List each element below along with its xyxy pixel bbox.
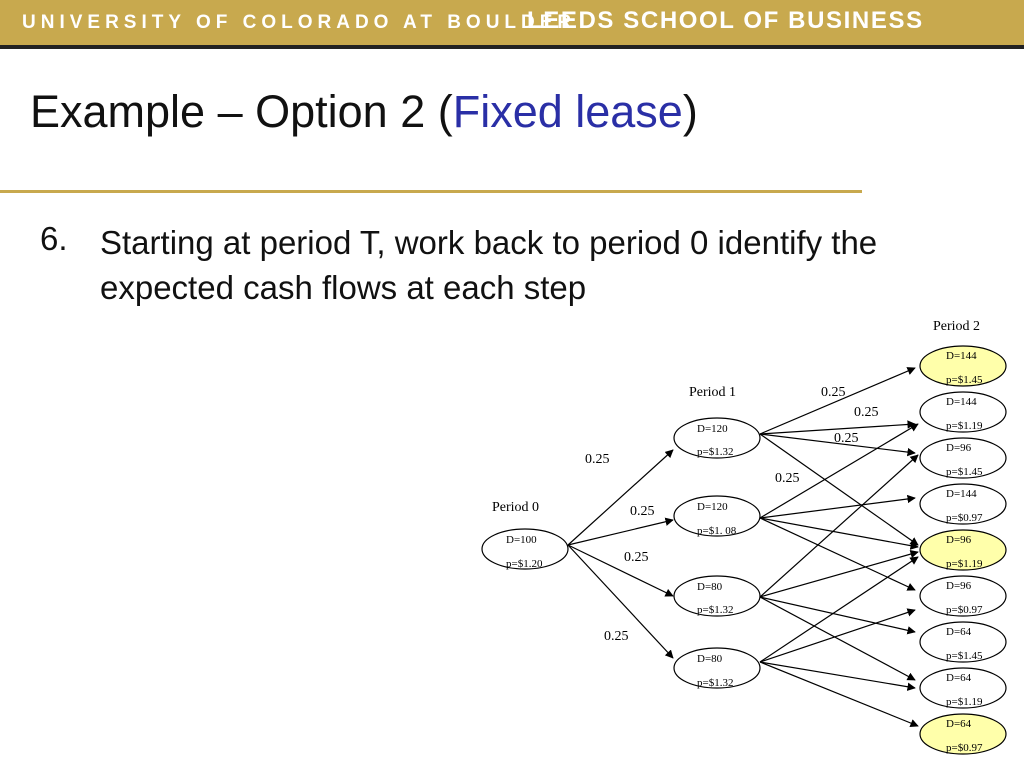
node-period1-2	[674, 496, 760, 537]
node-period1-1	[674, 418, 760, 458]
title-suffix: )	[682, 86, 698, 137]
node-period2-2	[920, 392, 1006, 432]
prob-label: 0.25	[775, 471, 800, 486]
node-period0	[482, 529, 568, 570]
node-d: D=120	[697, 501, 728, 513]
prob-label: 0.25	[624, 550, 649, 565]
node-d: D=80	[697, 653, 723, 665]
edge-n2-t4	[760, 498, 915, 518]
node-d: D=144	[946, 488, 977, 500]
edge-n4-t8	[760, 662, 915, 688]
node-period2-8	[920, 668, 1006, 708]
node-p: p=$1.32	[697, 446, 734, 458]
node-p: p=$1.32	[697, 677, 734, 689]
node-period2-6	[920, 576, 1006, 616]
node-p: p=$1.45	[946, 650, 983, 662]
node-period1-3	[674, 576, 760, 616]
prob-label: 0.25	[834, 431, 859, 446]
node-d: D=120	[697, 423, 728, 435]
prob-label: 0.25	[585, 452, 610, 467]
edge-n3-t5	[760, 552, 918, 597]
prob-label: 0.25	[630, 504, 655, 519]
node-d: D=96	[946, 580, 972, 592]
node-period2-1	[920, 346, 1006, 386]
node-p: p=$1.32	[697, 604, 734, 616]
title-highlight: Fixed lease	[452, 86, 683, 137]
node-period2-3	[920, 438, 1006, 478]
prob-label: 0.25	[821, 385, 846, 400]
edge-p0-n1	[568, 450, 673, 545]
node-period2-7	[920, 622, 1006, 662]
step-number: 6.	[40, 220, 68, 257]
node-d: D=64	[946, 672, 972, 684]
edge-n2-t5	[760, 518, 918, 547]
node-p: p=$1.45	[946, 374, 983, 386]
node-p: p=$1. 08	[697, 525, 737, 537]
edge-p0-n3	[568, 545, 673, 596]
node-p: p=$1.20	[506, 558, 543, 570]
node-p: p=$0.97	[946, 604, 983, 616]
period-2-label: Period 2	[933, 319, 981, 334]
node-d: D=144	[946, 396, 977, 408]
node-p: p=$1.19	[946, 696, 983, 708]
node-period2-9	[920, 714, 1006, 754]
node-d: D=80	[697, 581, 723, 593]
node-d: D=144	[946, 350, 977, 362]
title-prefix: Example – Option 2 (	[30, 86, 453, 137]
edge-n4-t9	[760, 662, 918, 726]
node-period1-4	[674, 648, 760, 689]
edge-n2-t6	[760, 518, 915, 590]
node-d: D=64	[946, 718, 972, 730]
node-p: p=$0.97	[946, 742, 983, 754]
node-d: D=96	[946, 534, 972, 546]
node-d: D=100	[506, 534, 537, 546]
edge-n1-t1	[760, 368, 915, 434]
node-period2-5	[920, 530, 1006, 570]
prob-label: 0.25	[854, 405, 879, 420]
node-period2-4	[920, 484, 1006, 524]
prob-label: 0.25	[604, 629, 629, 644]
node-p: p=$1.19	[946, 420, 983, 432]
node-p: p=$0.97	[946, 512, 983, 524]
edge-n4-t6	[760, 610, 915, 662]
school-name: LEEDS SCHOOL OF BUSINESS	[527, 7, 924, 34]
edge-n3-t8	[760, 597, 915, 680]
period-1-label: Period 1	[689, 385, 737, 400]
university-name: UNIVERSITY OF COLORADO AT BOULDER	[22, 12, 577, 33]
node-d: D=96	[946, 442, 972, 454]
edge-n3-t7	[760, 597, 915, 632]
node-p: p=$1.19	[946, 558, 983, 570]
step-text: Starting at period T, work back to period 0 identify the expected cash flows at each step	[100, 224, 878, 306]
period-0-label: Period 0	[492, 500, 540, 515]
edge-p0-n2	[568, 520, 673, 545]
node-p: p=$1.45	[946, 466, 983, 478]
node-d: D=64	[946, 626, 972, 638]
